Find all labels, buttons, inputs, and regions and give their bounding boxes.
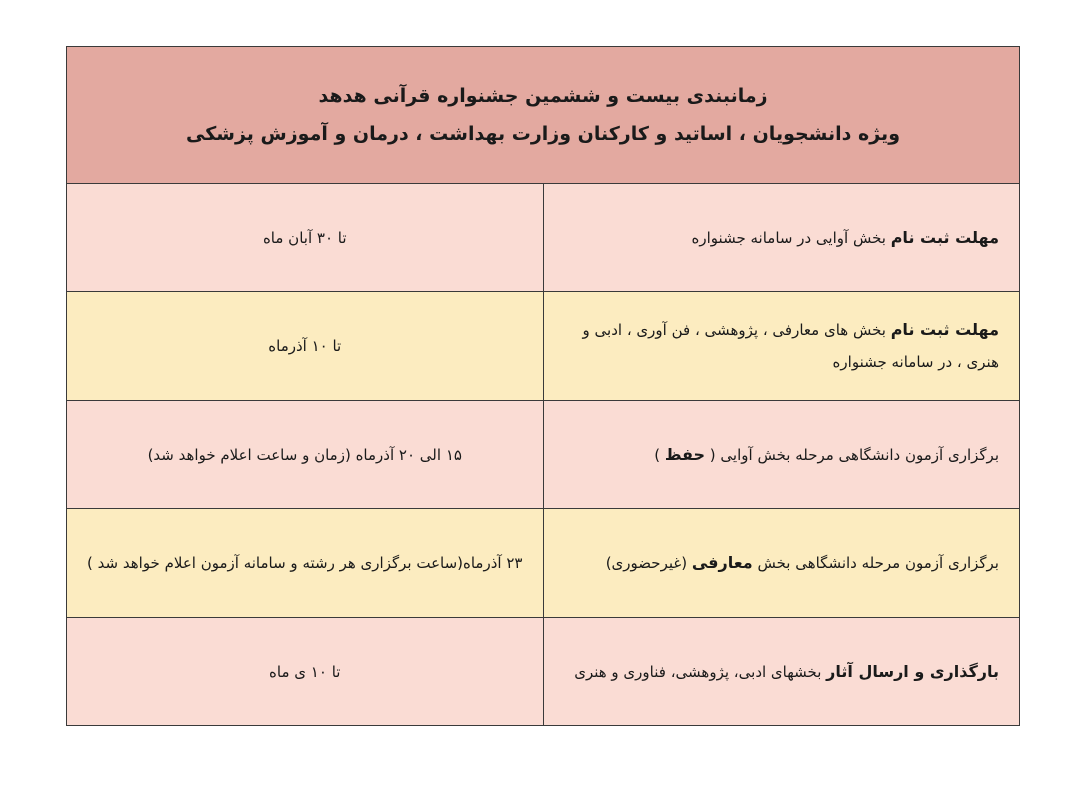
desc-bold: حفظ: [664, 444, 706, 464]
header-title: زمانبندی بیست و ششمین جشنواره قرآنی هدهد: [318, 85, 768, 107]
row-date: تا ۱۰ ی ماه: [67, 618, 544, 726]
row-description: [543, 509, 1020, 618]
row-description: [543, 292, 1020, 401]
schedule-table: [66, 46, 1020, 726]
row-date: تا ۳۰ آبان ماه: [67, 184, 544, 292]
desc-text: برگزاری آزمون مرحله دانشگاهی بخش: [752, 554, 999, 572]
table-row: [67, 618, 1020, 726]
desc-text-after: (غیرحضوری): [605, 554, 692, 572]
row-date: ۲۳ آذرماه(ساعت برگزاری هر رشته و سامانه آزمون اعلام خواهد شد ): [67, 509, 544, 618]
desc-bold: مهلت ثبت نام: [890, 320, 999, 339]
table-row: [67, 184, 1020, 292]
table-row: [67, 509, 1020, 618]
row-description: [543, 401, 1020, 509]
row-date: ۱۵ الی ۲۰ آذرماه (زمان و ساعت اعلام خواهد شد): [67, 401, 544, 509]
row-date: تا ۱۰ آذرماه: [67, 292, 544, 401]
desc-text: بخش های معارفی ، پژوهشی ، فن آوری ، ادبی و هنری ، در سامانه جشنواره: [582, 321, 999, 371]
header-subtitle: ویژه دانشجویان ، اساتید و کارکنان وزارت بهداشت ، درمان و آموزش پزشکی: [185, 123, 901, 145]
desc-text-after: ): [654, 445, 665, 464]
table-header: [67, 47, 1020, 184]
table-row: [67, 401, 1020, 509]
row-description: [543, 618, 1020, 726]
row-description: [543, 184, 1020, 292]
desc-text: بخش آوایی در سامانه جشنواره: [691, 228, 891, 247]
table-header-row: [67, 47, 1020, 184]
desc-bold: معارفی: [691, 553, 753, 572]
desc-bold: مهلت ثبت نام: [890, 227, 999, 247]
desc-bold: بارگذاری و ارسال آثار: [826, 661, 999, 681]
desc-text: بخشهای ادبی، پژوهشی، فناوری و هنری: [574, 662, 827, 681]
desc-text: برگزاری آزمون دانشگاهی مرحله بخش آوایی (: [705, 445, 999, 464]
table-row: [67, 292, 1020, 401]
